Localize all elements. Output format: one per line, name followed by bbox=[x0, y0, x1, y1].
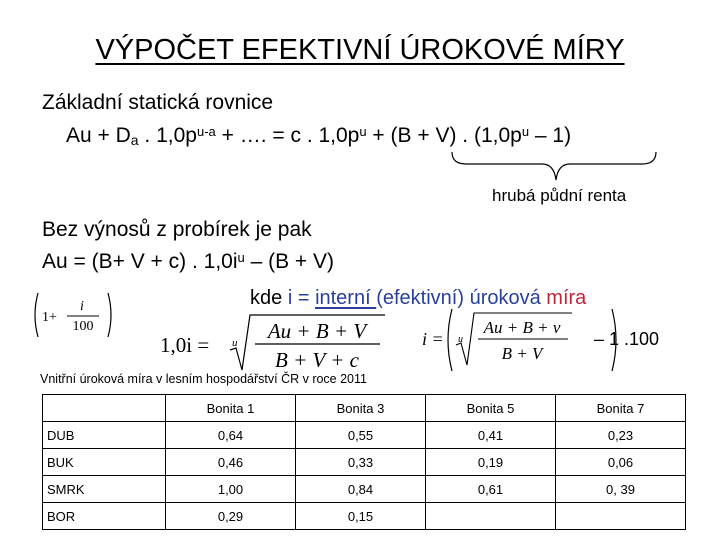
table-cell: 0,61 bbox=[426, 476, 556, 503]
formula-right-tail: – 1 .100 bbox=[594, 329, 660, 349]
table-cell: SMRK bbox=[43, 476, 166, 503]
formula-right-num: Au + B + v bbox=[483, 318, 561, 337]
eq1-part-e: – 1) bbox=[529, 124, 572, 147]
formula-mid-root-index: u bbox=[232, 337, 238, 349]
table-cell bbox=[426, 503, 556, 530]
underbrace-icon bbox=[450, 150, 660, 184]
interest-rate-table bbox=[42, 394, 686, 530]
eq1-sup-b: u-a bbox=[196, 124, 216, 139]
eq1-sup-c: u bbox=[359, 124, 367, 139]
formula-one-plus-i bbox=[30, 290, 116, 340]
table-cell: 0,55 bbox=[296, 422, 426, 449]
formula-left-num: i bbox=[80, 299, 84, 314]
kde-mira: míra bbox=[546, 287, 587, 309]
table-header-cell: Bonita 5 bbox=[426, 395, 556, 422]
formula-mid-num: Au + B + V bbox=[267, 319, 367, 343]
eq1-part-a: Au + D bbox=[66, 124, 131, 147]
table-row bbox=[43, 422, 686, 449]
table-cell: BUK bbox=[43, 449, 166, 476]
kde-prefix: kde bbox=[250, 287, 288, 309]
table-header-cell: Bonita 1 bbox=[166, 395, 296, 422]
table-header-cell bbox=[43, 395, 166, 422]
kde-interni: interní bbox=[315, 287, 377, 309]
eq2-sup-a: u bbox=[237, 250, 245, 265]
eq1-part-d: + (B + V) . (1,0p bbox=[366, 124, 522, 147]
equation-au bbox=[42, 250, 334, 274]
formula-left-one-plus: 1+ bbox=[42, 310, 57, 325]
table-cell: 0,46 bbox=[166, 449, 296, 476]
page-title: VÝPOČET EFEKTIVNÍ ÚROKOVÉ MÍRY bbox=[95, 34, 625, 66]
formula-right-den: B + V bbox=[501, 344, 543, 363]
table-header-cell: Bonita 7 bbox=[556, 395, 686, 422]
table-cell: 0,15 bbox=[296, 503, 426, 530]
eq1-sup-d: u bbox=[521, 124, 530, 139]
table-row bbox=[43, 449, 686, 476]
kde-i-eq: i = bbox=[287, 287, 316, 309]
eq2-part-b: – (B + V) bbox=[244, 250, 335, 273]
table-header-cell: Bonita 3 bbox=[296, 395, 426, 422]
subtitle: Základní statická rovnice bbox=[42, 91, 274, 114]
table-cell: 0,84 bbox=[296, 476, 426, 503]
formula-right-root-index: u bbox=[458, 334, 463, 345]
table-cell: 0,33 bbox=[296, 449, 426, 476]
formula-mid-lhs: 1,0i = bbox=[160, 333, 210, 357]
table-cell: DUB bbox=[43, 422, 166, 449]
formula-mid bbox=[160, 312, 390, 374]
formula-right-lhs: i = bbox=[422, 329, 444, 349]
table-cell: 0,64 bbox=[166, 422, 296, 449]
kde-efektivni: (efektivní) úroková bbox=[376, 287, 547, 309]
table-cell: 0,41 bbox=[426, 422, 556, 449]
table-cell bbox=[556, 503, 686, 530]
table-cell: 0,23 bbox=[556, 422, 686, 449]
line-bez-vynosu: Bez výnosů z probírek je pak bbox=[42, 218, 312, 241]
formula-left-den: 100 bbox=[72, 319, 94, 334]
eq1-part-c: + …. = c . 1,0p bbox=[215, 124, 360, 147]
eq1-sub-a: a bbox=[130, 132, 139, 148]
eq2-part-a: Au = (B+ V + c) . 1,0i bbox=[42, 250, 238, 273]
eq1-part-b: . 1,0p bbox=[138, 124, 197, 147]
static-equation bbox=[66, 124, 571, 148]
brace-label: hrubá půdní renta bbox=[492, 186, 627, 205]
table-caption: Vnitřní úroková míra v lesním hospodářství ČR v roce 2011 bbox=[40, 372, 367, 386]
table-row bbox=[43, 476, 686, 503]
table-cell: BOR bbox=[43, 503, 166, 530]
table-cell: 0, 39 bbox=[556, 476, 686, 503]
formula-mid-den: B + V + c bbox=[275, 348, 359, 372]
table-cell: 1,00 bbox=[166, 476, 296, 503]
table-header-row bbox=[43, 395, 686, 422]
table-row bbox=[43, 503, 686, 530]
table-cell: 0,19 bbox=[426, 449, 556, 476]
table-cell: 0,06 bbox=[556, 449, 686, 476]
formula-right bbox=[422, 307, 662, 373]
table-cell: 0,29 bbox=[166, 503, 296, 530]
